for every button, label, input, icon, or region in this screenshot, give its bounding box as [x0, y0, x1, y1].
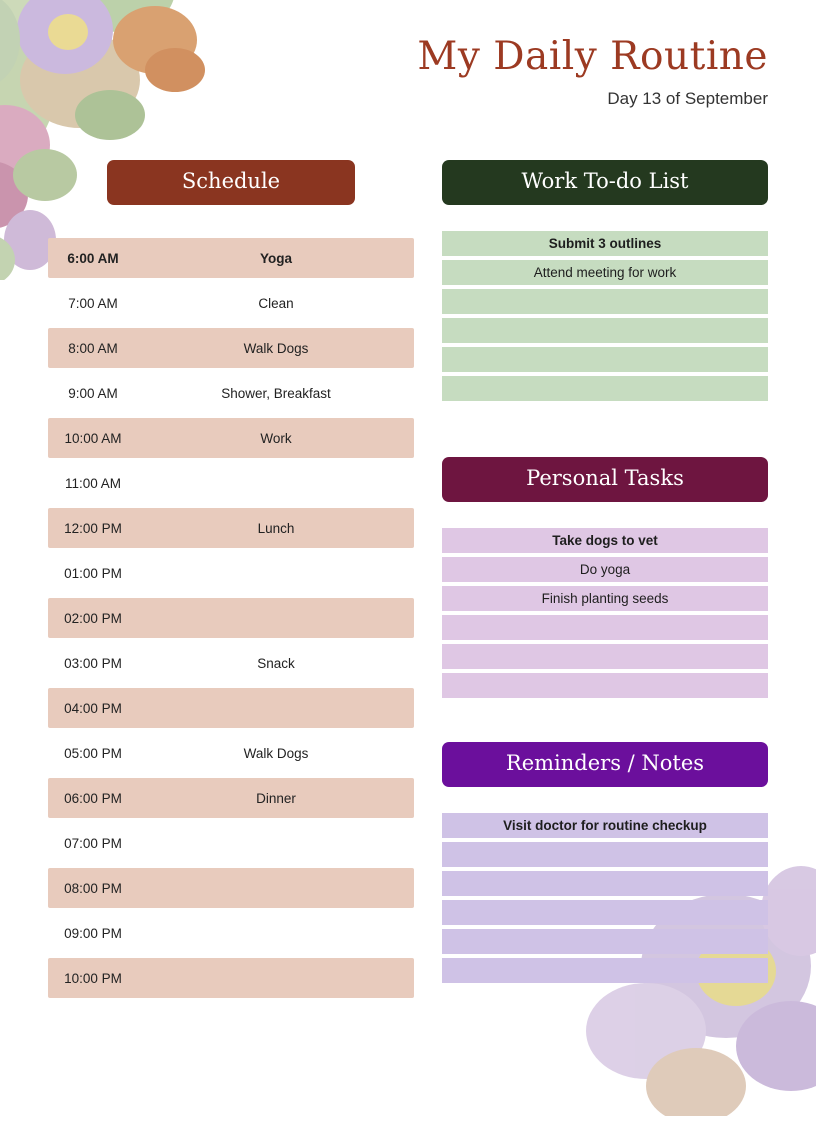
schedule-activity-cell[interactable]: Walk Dogs	[138, 328, 414, 368]
schedule-row[interactable]	[48, 778, 414, 818]
reminders-section	[442, 742, 768, 983]
schedule-activity-cell[interactable]	[138, 868, 414, 908]
schedule-row[interactable]	[48, 733, 414, 773]
list-item[interactable]	[442, 347, 768, 372]
schedule-activity-cell[interactable]: Walk Dogs	[243, 745, 309, 761]
page-title: My Daily Routine	[417, 34, 768, 79]
schedule-row[interactable]	[48, 463, 414, 503]
schedule-activity-cell[interactable]	[138, 688, 414, 728]
reminders-list	[442, 813, 768, 983]
list-item[interactable]: Attend meeting for work	[442, 260, 768, 285]
schedule-activity-cell[interactable]: Clean	[258, 295, 294, 311]
schedule-activity-cell[interactable]: Dinner	[138, 778, 414, 818]
schedule-time-cell: 9:00 AM	[68, 385, 118, 401]
schedule-time-cell: 01:00 PM	[64, 565, 122, 581]
schedule-activity-cell[interactable]: Shower, Breakfast	[221, 385, 331, 401]
schedule-activity-cell[interactable]	[138, 913, 414, 953]
schedule-activity-cell[interactable]: Snack	[257, 655, 295, 671]
list-item[interactable]	[442, 900, 768, 925]
list-item[interactable]	[442, 615, 768, 640]
schedule-row[interactable]	[48, 868, 414, 908]
schedule-row[interactable]	[48, 913, 414, 953]
schedule-banner: Schedule	[107, 160, 355, 205]
work-list	[442, 231, 768, 401]
personal-list	[442, 528, 768, 698]
work-banner: Work To-do List	[442, 160, 768, 205]
right-column	[442, 160, 768, 983]
schedule-row[interactable]	[48, 688, 414, 728]
schedule-time-cell: 09:00 PM	[64, 925, 122, 941]
personal-section	[442, 457, 768, 698]
list-item[interactable]	[442, 842, 768, 867]
schedule-row[interactable]	[48, 598, 414, 638]
list-item[interactable]	[442, 644, 768, 669]
list-item[interactable]	[442, 318, 768, 343]
schedule-activity-cell[interactable]: Yoga	[138, 238, 414, 278]
spacer-personal-reminders	[442, 698, 768, 742]
schedule-row[interactable]	[48, 418, 414, 458]
schedule-time-cell: 7:00 AM	[68, 295, 118, 311]
schedule-table-body	[48, 238, 414, 998]
schedule-activity-cell[interactable]: Lunch	[138, 508, 414, 548]
schedule-time-cell: 6:00 AM	[48, 238, 138, 278]
schedule-activity-cell[interactable]	[138, 463, 414, 503]
reminders-banner: Reminders / Notes	[442, 742, 768, 787]
schedule-activity-cell[interactable]: Work	[138, 418, 414, 458]
schedule-table	[48, 233, 414, 1003]
schedule-row[interactable]	[48, 283, 414, 323]
schedule-time-cell: 06:00 PM	[48, 778, 138, 818]
schedule-time-cell: 02:00 PM	[48, 598, 138, 638]
list-item[interactable]	[442, 958, 768, 983]
list-item[interactable]	[442, 929, 768, 954]
page-subtitle: Day 13 of September	[607, 89, 768, 108]
list-item[interactable]: Take dogs to vet	[442, 528, 768, 553]
schedule-time-cell: 8:00 AM	[48, 328, 138, 368]
schedule-time-cell: 05:00 PM	[64, 745, 122, 761]
schedule-row[interactable]	[48, 238, 414, 278]
schedule-time-cell: 03:00 PM	[64, 655, 122, 671]
work-section	[442, 160, 768, 401]
list-item[interactable]	[442, 871, 768, 896]
list-item[interactable]: Visit doctor for routine checkup	[442, 813, 768, 838]
list-item[interactable]: Submit 3 outlines	[442, 231, 768, 256]
schedule-row[interactable]	[48, 508, 414, 548]
list-item[interactable]: Finish planting seeds	[442, 586, 768, 611]
schedule-activity-cell[interactable]	[138, 598, 414, 638]
personal-banner: Personal Tasks	[442, 457, 768, 502]
schedule-row[interactable]	[48, 373, 414, 413]
schedule-section	[48, 160, 414, 1003]
list-item[interactable]: Do yoga	[442, 557, 768, 582]
schedule-row[interactable]	[48, 553, 414, 593]
spacer-work-personal	[442, 401, 768, 457]
schedule-time-cell: 08:00 PM	[48, 868, 138, 908]
list-item[interactable]	[442, 376, 768, 401]
schedule-time-cell: 10:00 AM	[48, 418, 138, 458]
schedule-row[interactable]	[48, 328, 414, 368]
schedule-row[interactable]	[48, 643, 414, 683]
schedule-row[interactable]	[48, 958, 414, 998]
list-item[interactable]	[442, 673, 768, 698]
schedule-activity-cell[interactable]	[138, 553, 414, 593]
schedule-activity-cell[interactable]	[138, 958, 414, 998]
schedule-time-cell: 07:00 PM	[64, 835, 122, 851]
schedule-row[interactable]	[48, 823, 414, 863]
schedule-time-cell: 12:00 PM	[48, 508, 138, 548]
schedule-time-cell: 11:00 AM	[64, 475, 122, 491]
page-header	[268, 34, 768, 109]
schedule-time-cell: 10:00 PM	[48, 958, 138, 998]
schedule-activity-cell[interactable]	[138, 823, 414, 863]
schedule-time-cell: 04:00 PM	[48, 688, 138, 728]
list-item[interactable]	[442, 289, 768, 314]
